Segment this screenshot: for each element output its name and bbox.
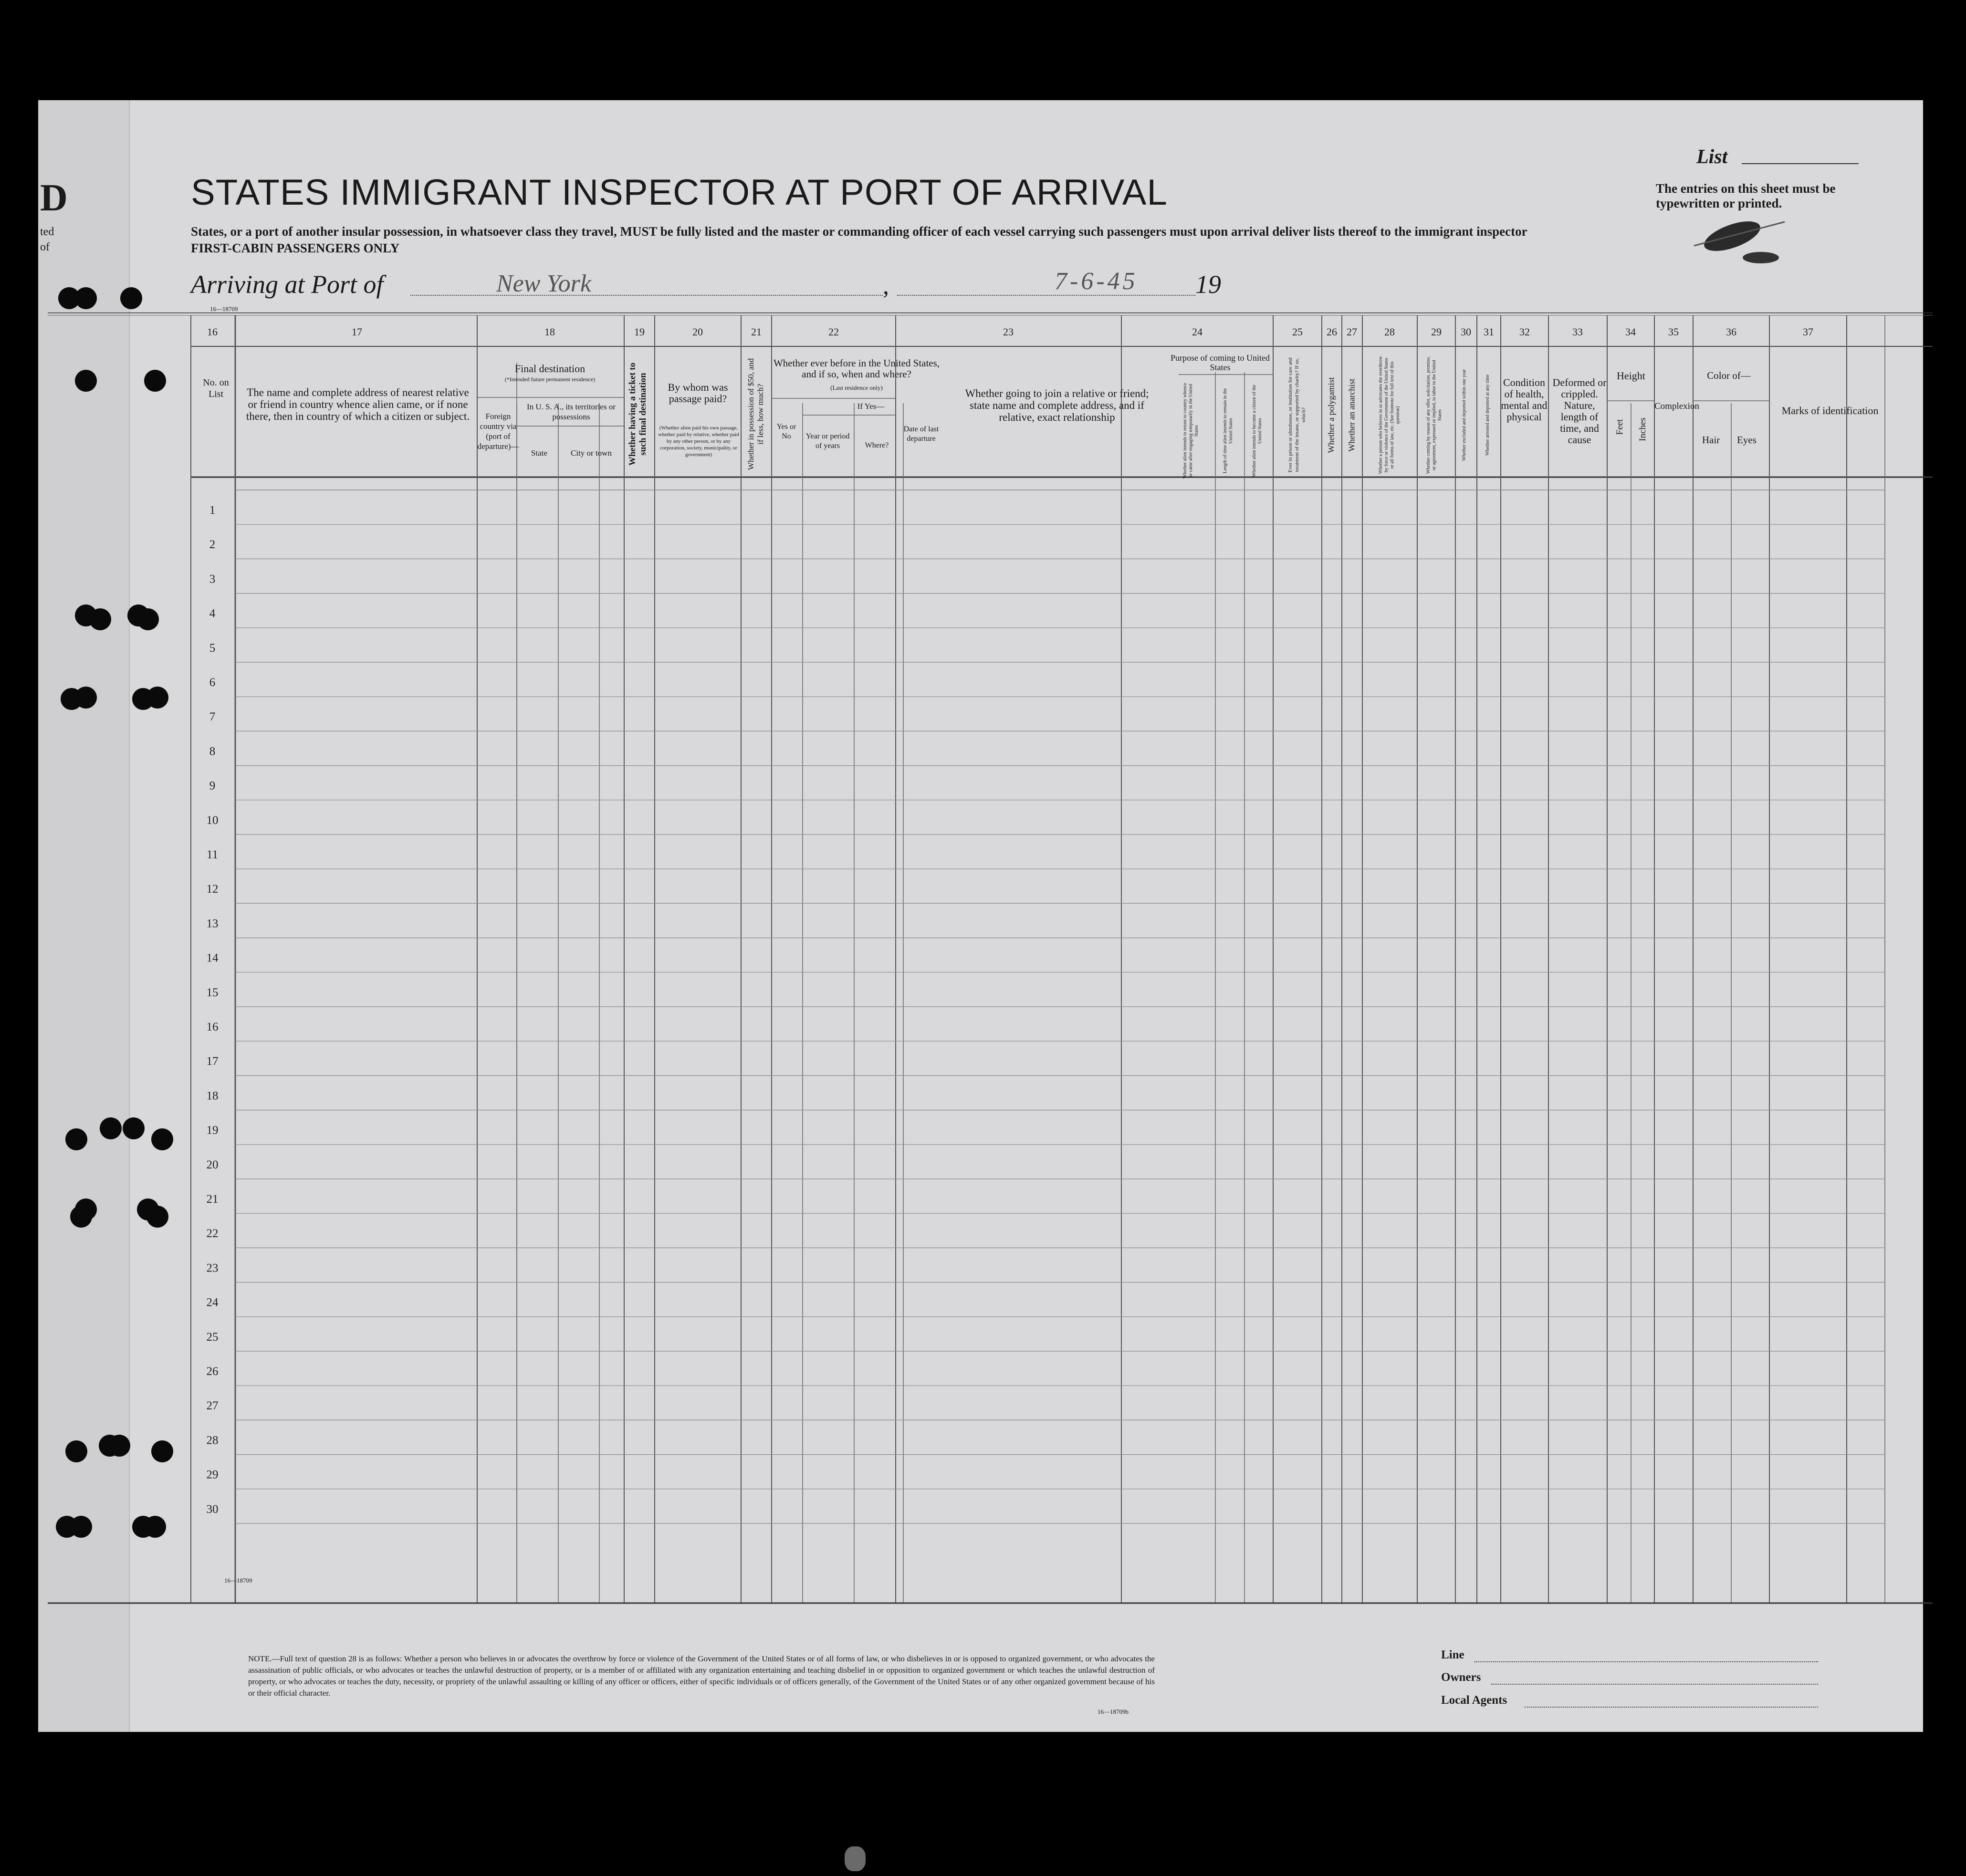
row-number-15: 15 bbox=[206, 986, 219, 999]
col30-header: Whether excluded and deported within one year bbox=[1462, 369, 1467, 461]
column-number-16: 16 bbox=[207, 326, 218, 338]
col18-title: Final destination bbox=[514, 363, 586, 375]
col27-header: Whether an anarchist bbox=[1347, 378, 1357, 452]
col18-city: City or town bbox=[571, 448, 612, 458]
col24-return: Whether alien intends to return to country whence he came after engaging temporarily in the United States bbox=[1182, 383, 1199, 479]
column-number-23: 23 bbox=[1003, 326, 1014, 338]
row-number-21: 21 bbox=[206, 1193, 219, 1206]
punch-hole bbox=[58, 287, 80, 309]
punch-hole bbox=[151, 1440, 173, 1462]
column-number-31: 31 bbox=[1484, 326, 1494, 338]
punch-hole bbox=[75, 370, 97, 392]
punch-hole bbox=[137, 608, 159, 630]
entries-note: The entries on this sheet must be typewritten or printed. bbox=[1656, 181, 1836, 210]
col22-yes-no: Yes or No bbox=[776, 423, 796, 440]
row-number-19: 19 bbox=[206, 1124, 219, 1137]
col24-length: Length of time alien intends to remain in the United States bbox=[1223, 388, 1234, 473]
column-number-29: 29 bbox=[1431, 326, 1442, 338]
punch-hole bbox=[99, 1435, 121, 1457]
col35-header: Complexion bbox=[1654, 401, 1699, 411]
punch-hole bbox=[56, 1516, 78, 1538]
row-number-26: 26 bbox=[206, 1365, 219, 1378]
col22-year: Year or period of years bbox=[805, 432, 850, 450]
owners-label: Owners bbox=[1441, 1671, 1481, 1684]
comma: , bbox=[883, 272, 889, 300]
local-agents-field bbox=[1525, 1707, 1818, 1708]
port-line bbox=[410, 295, 883, 296]
edge-fragment-2: of bbox=[40, 241, 50, 253]
punch-hole bbox=[120, 287, 142, 309]
col23-header: Whether going to join a relative or friend; state name and complete address, and if relative, exact relationship bbox=[965, 387, 1149, 423]
film-blot bbox=[845, 1846, 866, 1871]
punch-hole bbox=[65, 1128, 87, 1150]
row-number-6: 6 bbox=[209, 676, 216, 689]
row-number-18: 18 bbox=[206, 1089, 219, 1103]
row-number-24: 24 bbox=[206, 1296, 219, 1309]
column-number-24: 24 bbox=[1192, 326, 1203, 338]
row-number-13: 13 bbox=[206, 917, 219, 930]
col22-date: Date of last departure bbox=[903, 425, 939, 443]
port-handwritten: New York bbox=[496, 270, 591, 297]
row-number-30: 30 bbox=[206, 1502, 219, 1516]
column-number-22: 22 bbox=[828, 326, 839, 338]
col16-header: No. on List bbox=[203, 377, 229, 399]
row-number-12: 12 bbox=[206, 883, 219, 896]
col25-header: Ever in prison or almshouse, or institution for care and treatment of the insane, or supported by charity? If so, which? bbox=[1287, 357, 1307, 473]
punch-hole bbox=[100, 1117, 122, 1139]
punch-hole bbox=[132, 1516, 154, 1538]
col22-subtitle: (Last residence only) bbox=[830, 384, 883, 391]
row-number-27: 27 bbox=[206, 1399, 219, 1413]
col33-header: Deformed or crippled. Nature, length of time, and cause bbox=[1552, 376, 1607, 446]
row-number-16: 16 bbox=[206, 1021, 219, 1033]
row-number-7: 7 bbox=[209, 710, 216, 724]
row-number-11: 11 bbox=[206, 848, 219, 861]
row-number-22: 22 bbox=[206, 1227, 219, 1240]
col32-header: Condition of health, mental and physical bbox=[1501, 376, 1548, 423]
arrival-date-handwritten: 7-6-45 bbox=[1055, 268, 1138, 295]
col34-feet: Feet bbox=[1615, 419, 1625, 435]
column-number-33: 33 bbox=[1572, 326, 1583, 338]
col18-state: State bbox=[531, 448, 547, 458]
list-number-line bbox=[1742, 163, 1859, 164]
punch-hole bbox=[65, 1440, 87, 1462]
column-number-34: 34 bbox=[1625, 326, 1636, 338]
edge-fragment-1: ted bbox=[40, 226, 54, 238]
column-number-32: 32 bbox=[1519, 326, 1530, 338]
col18-usa: In U. S. A., its territories or possessions bbox=[526, 402, 616, 421]
manifest-table bbox=[48, 313, 1933, 1605]
first-cabin-notice: FIRST-CABIN PASSENGERS ONLY bbox=[191, 241, 400, 255]
table-grid bbox=[48, 313, 1933, 1603]
form-number-top: 16—18709 bbox=[210, 305, 238, 313]
column-number-30: 30 bbox=[1461, 326, 1471, 338]
row-number-20: 20 bbox=[206, 1158, 219, 1171]
row-number-10: 10 bbox=[206, 813, 219, 827]
punch-hole bbox=[132, 688, 154, 710]
year-prefix: 19 bbox=[1195, 270, 1221, 299]
line-field bbox=[1474, 1661, 1818, 1662]
punch-hole bbox=[123, 1117, 145, 1139]
footnote-question-28: NOTE.—Full text of question 28 is as follows: Whether a person who believes in or advocates the overthrow by force or violence of the Government of the United States or of all forms of law, or who disbelieves in or is opposed to organized government, or who advocates the assassination of public officials, or who advocates or teaches the unlawful destruction of property, or is a member of or affiliated with any organization entertaining and teaching disbelief in or opposition to organized government or which teaches the unlawful destruction of property, or who advocates or teaches the duty, necessity, or propriety of the unlawful assaulting or killing of any officer or officers, either of specific individuals or of officers generally, of the Government of the United States or of any other organized government because of his or their official character. bbox=[248, 1654, 1155, 1698]
col18-foreign: Foreign country via (port of departure)— bbox=[477, 412, 519, 451]
row-number-29: 29 bbox=[206, 1468, 219, 1481]
date-line bbox=[897, 295, 1195, 296]
ink-smudge bbox=[1689, 217, 1789, 270]
column-number-36: 36 bbox=[1726, 326, 1736, 338]
col29-header: Whether coming by reason of any offer, solicitation, promise, or agreement, expressed or implied, to labor in the United States bbox=[1426, 356, 1443, 474]
form-instruction: States, or a port of another insular possession, in whatsoever class they travel, MUST be fully listed and the master or commanding officer of each vessel carrying such passengers must upon arrival deliver lists thereof to the immigrant inspector bbox=[191, 224, 1527, 239]
column-number-17: 17 bbox=[352, 326, 362, 338]
punch-hole bbox=[75, 1199, 97, 1220]
row-number-3: 3 bbox=[209, 573, 216, 586]
line-label: Line bbox=[1441, 1648, 1464, 1661]
col22-where: Where? bbox=[865, 441, 889, 449]
row-number-17: 17 bbox=[206, 1055, 219, 1068]
row-number-5: 5 bbox=[209, 641, 216, 655]
col36-hair: Hair bbox=[1702, 434, 1720, 446]
col37-header: Marks of identification bbox=[1781, 405, 1879, 417]
col20-sub: (Whether alien paid his own passage, whether paid by relative, whether paid by any other person, or by any corporation, society, municipality, or government) bbox=[658, 425, 739, 458]
col21-header: Whether in possession of $50, and if less, how much? bbox=[746, 358, 765, 470]
col31-header: Whether arrested and deported at any time bbox=[1485, 375, 1490, 456]
col34-header: Height bbox=[1617, 370, 1645, 382]
list-number-label: List bbox=[1696, 146, 1728, 168]
owners-field bbox=[1491, 1684, 1818, 1685]
column-number-row bbox=[207, 326, 1813, 338]
col18-subtitle: (*Intended future permanent residence) bbox=[504, 376, 596, 383]
column-number-25: 25 bbox=[1292, 326, 1303, 338]
col17-header: The name and complete address of nearest relative or friend in country whence alien came, or if none there, then in country of which a citizen or subject. bbox=[246, 386, 470, 422]
row-number-2: 2 bbox=[209, 538, 216, 552]
row-number-9: 9 bbox=[209, 779, 216, 792]
col26-header: Whether a polygamist bbox=[1326, 377, 1336, 453]
column-number-35: 35 bbox=[1668, 326, 1679, 338]
edge-text bbox=[40, 224, 54, 255]
punch-hole bbox=[89, 608, 111, 630]
column-number-28: 28 bbox=[1384, 326, 1395, 338]
footnote-code: 16—18709b bbox=[1098, 1708, 1129, 1715]
col28-header: Whether a person who believes in or advocates the overthrow by force or violence of the Government of the United States or all forms of law, etc. (See footnote for full text of this question) bbox=[1378, 356, 1401, 474]
column-number-26: 26 bbox=[1327, 326, 1337, 338]
column-number-21: 21 bbox=[751, 326, 762, 338]
column-number-37: 37 bbox=[1803, 326, 1813, 338]
row-number-25: 25 bbox=[206, 1330, 219, 1344]
col22-title: Whether ever before in the United States, and if so, when and where? bbox=[773, 357, 940, 380]
row-number-column bbox=[207, 504, 219, 1516]
col24-citizen: Whether alien intends to become a citizen of the United States bbox=[1252, 384, 1263, 477]
col24-title: Purpose of coming to United States bbox=[1171, 353, 1270, 372]
punch-hole bbox=[144, 370, 166, 392]
row-number-1: 1 bbox=[209, 504, 216, 517]
punch-hole bbox=[151, 1128, 173, 1150]
row-number-4: 4 bbox=[209, 607, 216, 620]
punch-hole bbox=[61, 688, 83, 710]
local-agents-label: Local Agents bbox=[1441, 1694, 1507, 1707]
column-number-18: 18 bbox=[544, 326, 555, 338]
edge-letter: D bbox=[40, 177, 68, 219]
col22-ifyes: If Yes— bbox=[857, 402, 885, 411]
col36-header: Color of— bbox=[1707, 370, 1751, 381]
col19-header: Whether having a ticket to such final destination bbox=[627, 362, 648, 466]
col20-header: By whom was passage paid? bbox=[668, 381, 728, 405]
arriving-port-label: Arriving at Port of bbox=[191, 270, 384, 299]
row-number-14: 14 bbox=[206, 951, 219, 965]
punch-hole bbox=[137, 1199, 159, 1220]
column-number-27: 27 bbox=[1347, 326, 1357, 338]
row-number-23: 23 bbox=[206, 1261, 219, 1275]
col34-inches: Inches bbox=[1638, 417, 1648, 441]
row-number-8: 8 bbox=[209, 745, 216, 758]
form-code-bottom: 16—18709 bbox=[224, 1577, 252, 1584]
col36-eyes: Eyes bbox=[1737, 434, 1757, 446]
column-number-20: 20 bbox=[692, 326, 703, 338]
column-number-19: 19 bbox=[634, 326, 645, 338]
form-title: STATES IMMIGRANT INSPECTOR AT PORT OF ARRIVAL bbox=[191, 172, 1168, 213]
row-number-28: 28 bbox=[206, 1434, 219, 1447]
